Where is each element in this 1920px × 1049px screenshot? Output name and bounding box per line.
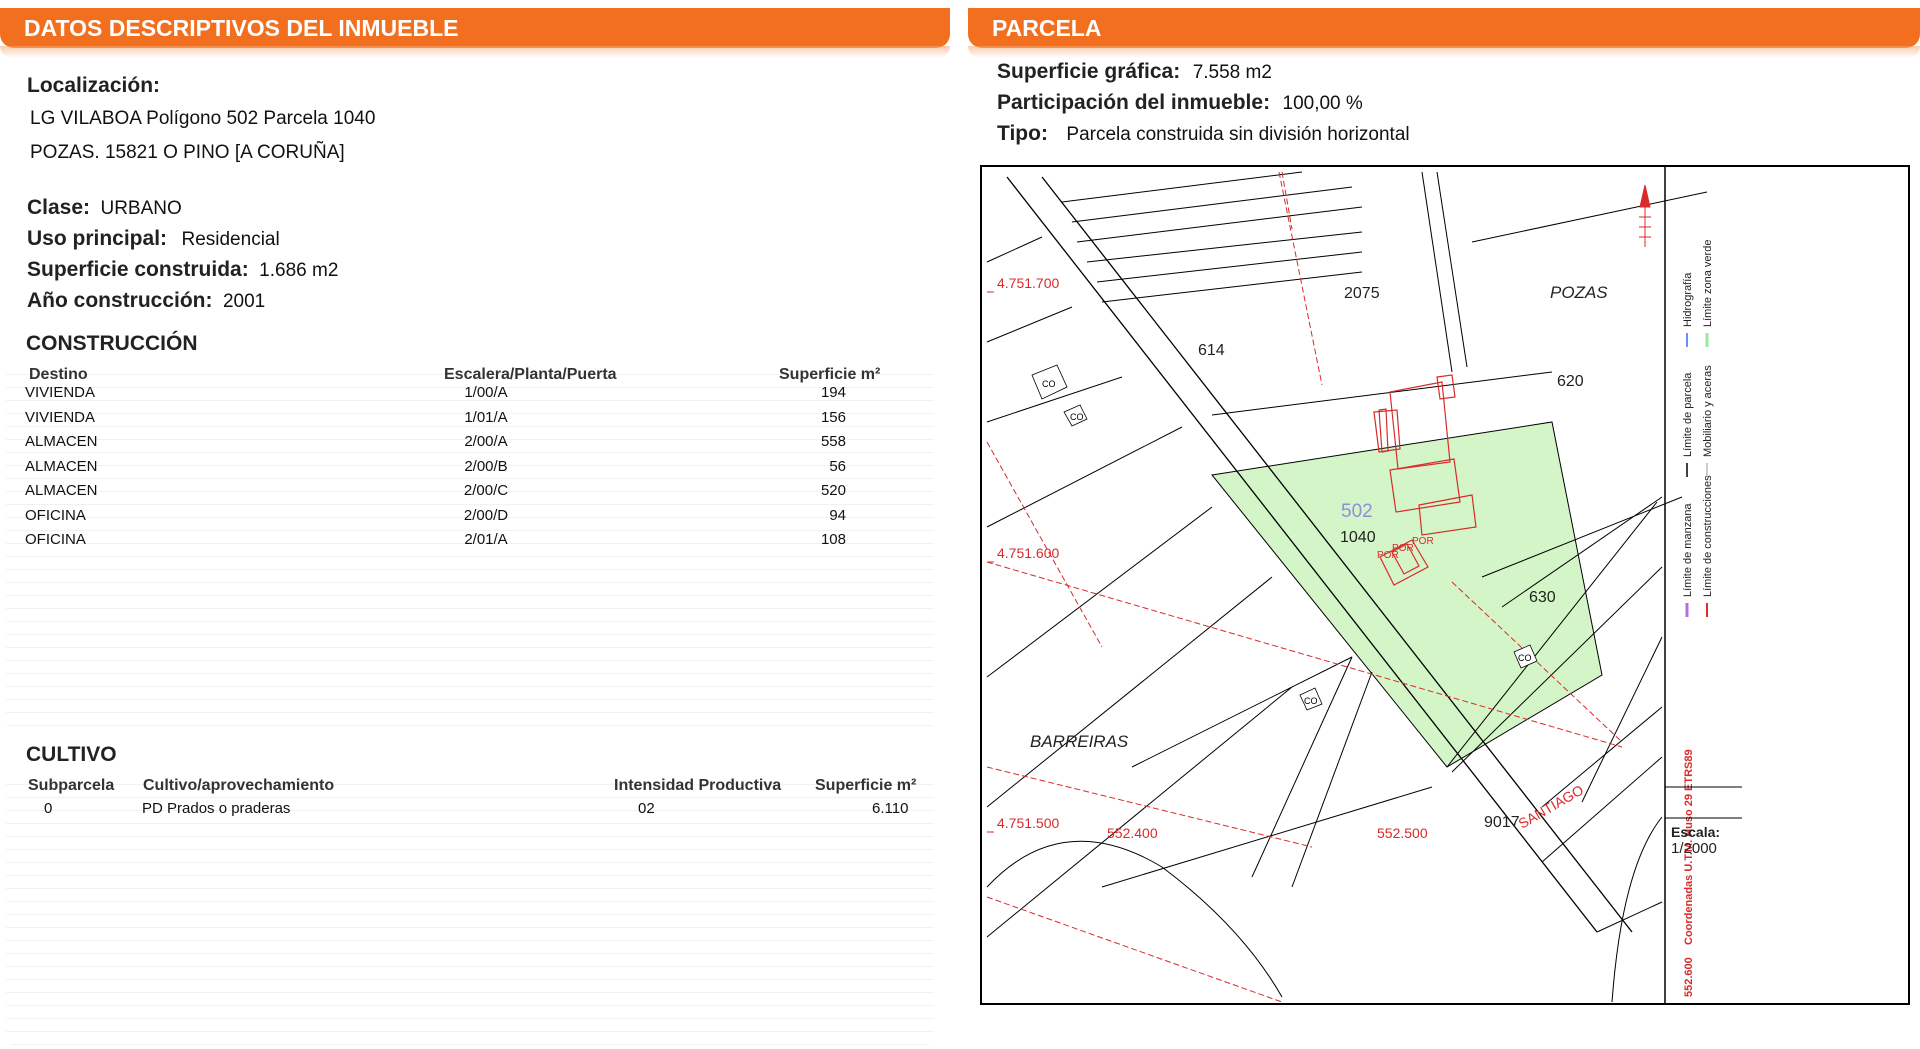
anio-row	[27, 289, 265, 313]
cultivo-cell-cultivo: PD Prados o praderas	[142, 800, 291, 817]
legend-limite-construcciones: Límite de construcciones	[1702, 475, 1714, 597]
coord-y-4751500: 4.751.500	[997, 815, 1060, 831]
construccion-cell-destino: OFICINA	[25, 506, 86, 524]
road-name-santiago: SANTIAGO	[1515, 781, 1587, 832]
construccion-cell-superficie: 194	[820, 384, 846, 401]
sup-grafica-label: Superficie gráfica:	[997, 60, 1181, 83]
localizacion-label: Localización:	[27, 74, 161, 97]
parcel-number-9017: 9017	[1484, 814, 1520, 831]
construccion-cell-destino: ALMACEN	[25, 433, 98, 450]
construccion-cell-superficie: 56	[829, 457, 846, 475]
polygon-number-502: 502	[1341, 501, 1373, 522]
construccion-cell-escalera: 2/00/C	[463, 482, 509, 499]
sup-grafica-row	[997, 60, 1272, 84]
participacion-row	[997, 91, 1363, 115]
construccion-cell-escalera: 1/01/A	[464, 408, 508, 426]
place-name-barreiras: BARREIRAS	[1030, 732, 1129, 751]
col-intensidad: Intensidad Productiva	[614, 777, 782, 794]
parcel-number-2075: 2075	[1344, 285, 1380, 302]
legend-hidrografia: Hidrografía	[1682, 272, 1694, 327]
construccion-cell-destino: VIVIENDA	[25, 408, 96, 426]
clase-value: URBANO	[100, 198, 182, 219]
coord-x-552600: 552.600	[1683, 957, 1695, 997]
tipo-label: Tipo:	[997, 122, 1048, 145]
anio-value: 2001	[222, 291, 266, 312]
construccion-cell-superficie: 94	[829, 506, 846, 524]
map-svg	[982, 167, 1908, 1003]
coord-y-4751700: 4.751.700	[997, 275, 1060, 291]
section-header-parcela-title: PARCELA	[992, 15, 1102, 41]
coord-system-label: Coordenadas U.T.M. Huso 29 ETRS89	[1683, 749, 1695, 945]
col-cultivo: Cultivo/aprovechamiento	[143, 777, 335, 794]
parcel-number-1040: 1040	[1340, 529, 1376, 546]
parcel-number-620: 620	[1557, 373, 1584, 390]
por-label-1: POR	[1377, 550, 1399, 561]
legend-limite-zona-verde: Límite zona verde	[1702, 239, 1714, 327]
construccion-cell-escalera: 2/00/D	[463, 506, 509, 524]
construccion-table	[6, 362, 934, 734]
address-line-2: POZAS. 15821 O PINO [A CORUÑA]	[30, 142, 345, 163]
north-arrow-icon	[1639, 185, 1651, 247]
section-header-datos-title: DATOS DESCRIPTIVOS DEL INMUEBLE	[24, 15, 459, 41]
construccion-cell-escalera: 2/00/A	[464, 433, 508, 450]
construccion-cell-superficie: 108	[820, 531, 846, 548]
construccion-title: CONSTRUCCIÓN	[26, 332, 198, 355]
uso-row	[27, 227, 280, 251]
clase-row	[27, 196, 182, 220]
section-header-datos	[0, 8, 950, 48]
col-destino: Destino	[29, 366, 88, 383]
section-header-parcela	[968, 8, 1920, 48]
co-label-2: CO	[1070, 412, 1084, 422]
construccion-cell-superficie: 156	[820, 408, 846, 426]
legend-limite-parcela: Límite de parcela	[1682, 372, 1694, 457]
coord-x-552500: 552.500	[1377, 825, 1428, 841]
construccion-cell-destino: OFICINA	[25, 531, 86, 548]
cultivo-cell-intensidad: 02	[638, 800, 655, 817]
sup-grafica-value: 7.558 m2	[1192, 62, 1272, 83]
participacion-label: Participación del inmueble:	[997, 91, 1271, 114]
anio-label: Año construcción:	[27, 289, 213, 312]
legend-mobiliario-aceras: Mobiliario y aceras	[1702, 365, 1714, 457]
construccion-cell-superficie: 520	[820, 482, 846, 499]
cadastral-map	[980, 165, 1910, 1005]
construccion-cell-escalera: 2/01/A	[464, 531, 508, 548]
col-superficie: Superficie m²	[779, 366, 881, 383]
superficie-value: 1.686 m2	[259, 260, 339, 281]
legend	[1682, 240, 1714, 617]
construccion-cell-destino: ALMACEN	[25, 482, 98, 499]
parcel-number-614: 614	[1198, 342, 1225, 359]
co-label-4: CO	[1518, 653, 1532, 663]
cultivo-table	[6, 772, 934, 1047]
col-subparcela: Subparcela	[28, 777, 115, 794]
coord-x-552400: 552.400	[1107, 825, 1158, 841]
cultivo-cell-subparcela: 0	[44, 800, 53, 817]
col-superficie-cultivo: Superficie m²	[815, 777, 917, 794]
uso-value: Residencial	[181, 229, 280, 250]
participacion-value: 100,00 %	[1282, 93, 1363, 114]
tipo-row	[997, 122, 1410, 146]
cultivo-cell-superficie: 6.110	[872, 800, 909, 817]
place-name-pozas: POZAS	[1550, 283, 1608, 302]
por-label-3: POR	[1412, 536, 1434, 547]
parcel-number-630: 630	[1529, 589, 1556, 606]
coord-y-4751600: 4.751.600	[997, 545, 1060, 561]
superficie-row	[27, 258, 338, 282]
col-escalera: Escalera/Planta/Puerta	[444, 366, 617, 383]
address-line-1: LG VILABOA Polígono 502 Parcela 1040	[30, 108, 376, 129]
cultivo-title: CULTIVO	[26, 743, 117, 766]
co-label-1: CO	[1042, 379, 1056, 389]
construccion-cell-escalera: 2/00/B	[464, 457, 508, 475]
construccion-cell-destino: ALMACEN	[25, 457, 98, 475]
coord-ticks	[987, 292, 994, 832]
co-label-3: CO	[1304, 696, 1318, 706]
clase-label: Clase:	[27, 196, 91, 219]
construccion-cell-escalera: 1/00/A	[464, 384, 508, 401]
uso-label: Uso principal:	[27, 227, 168, 250]
legend-limite-manzana: Límite de manzana	[1682, 503, 1694, 597]
por-label-2: POR	[1392, 543, 1414, 554]
escala-label: Escala:	[1671, 824, 1721, 840]
escala-value: 1/2000	[1671, 840, 1717, 857]
superficie-label: Superficie construida:	[27, 258, 249, 281]
tipo-value: Parcela construida sin división horizontal	[1066, 124, 1410, 145]
construccion-cell-destino: VIVIENDA	[25, 384, 96, 401]
construccion-cell-superficie: 558	[820, 433, 846, 450]
